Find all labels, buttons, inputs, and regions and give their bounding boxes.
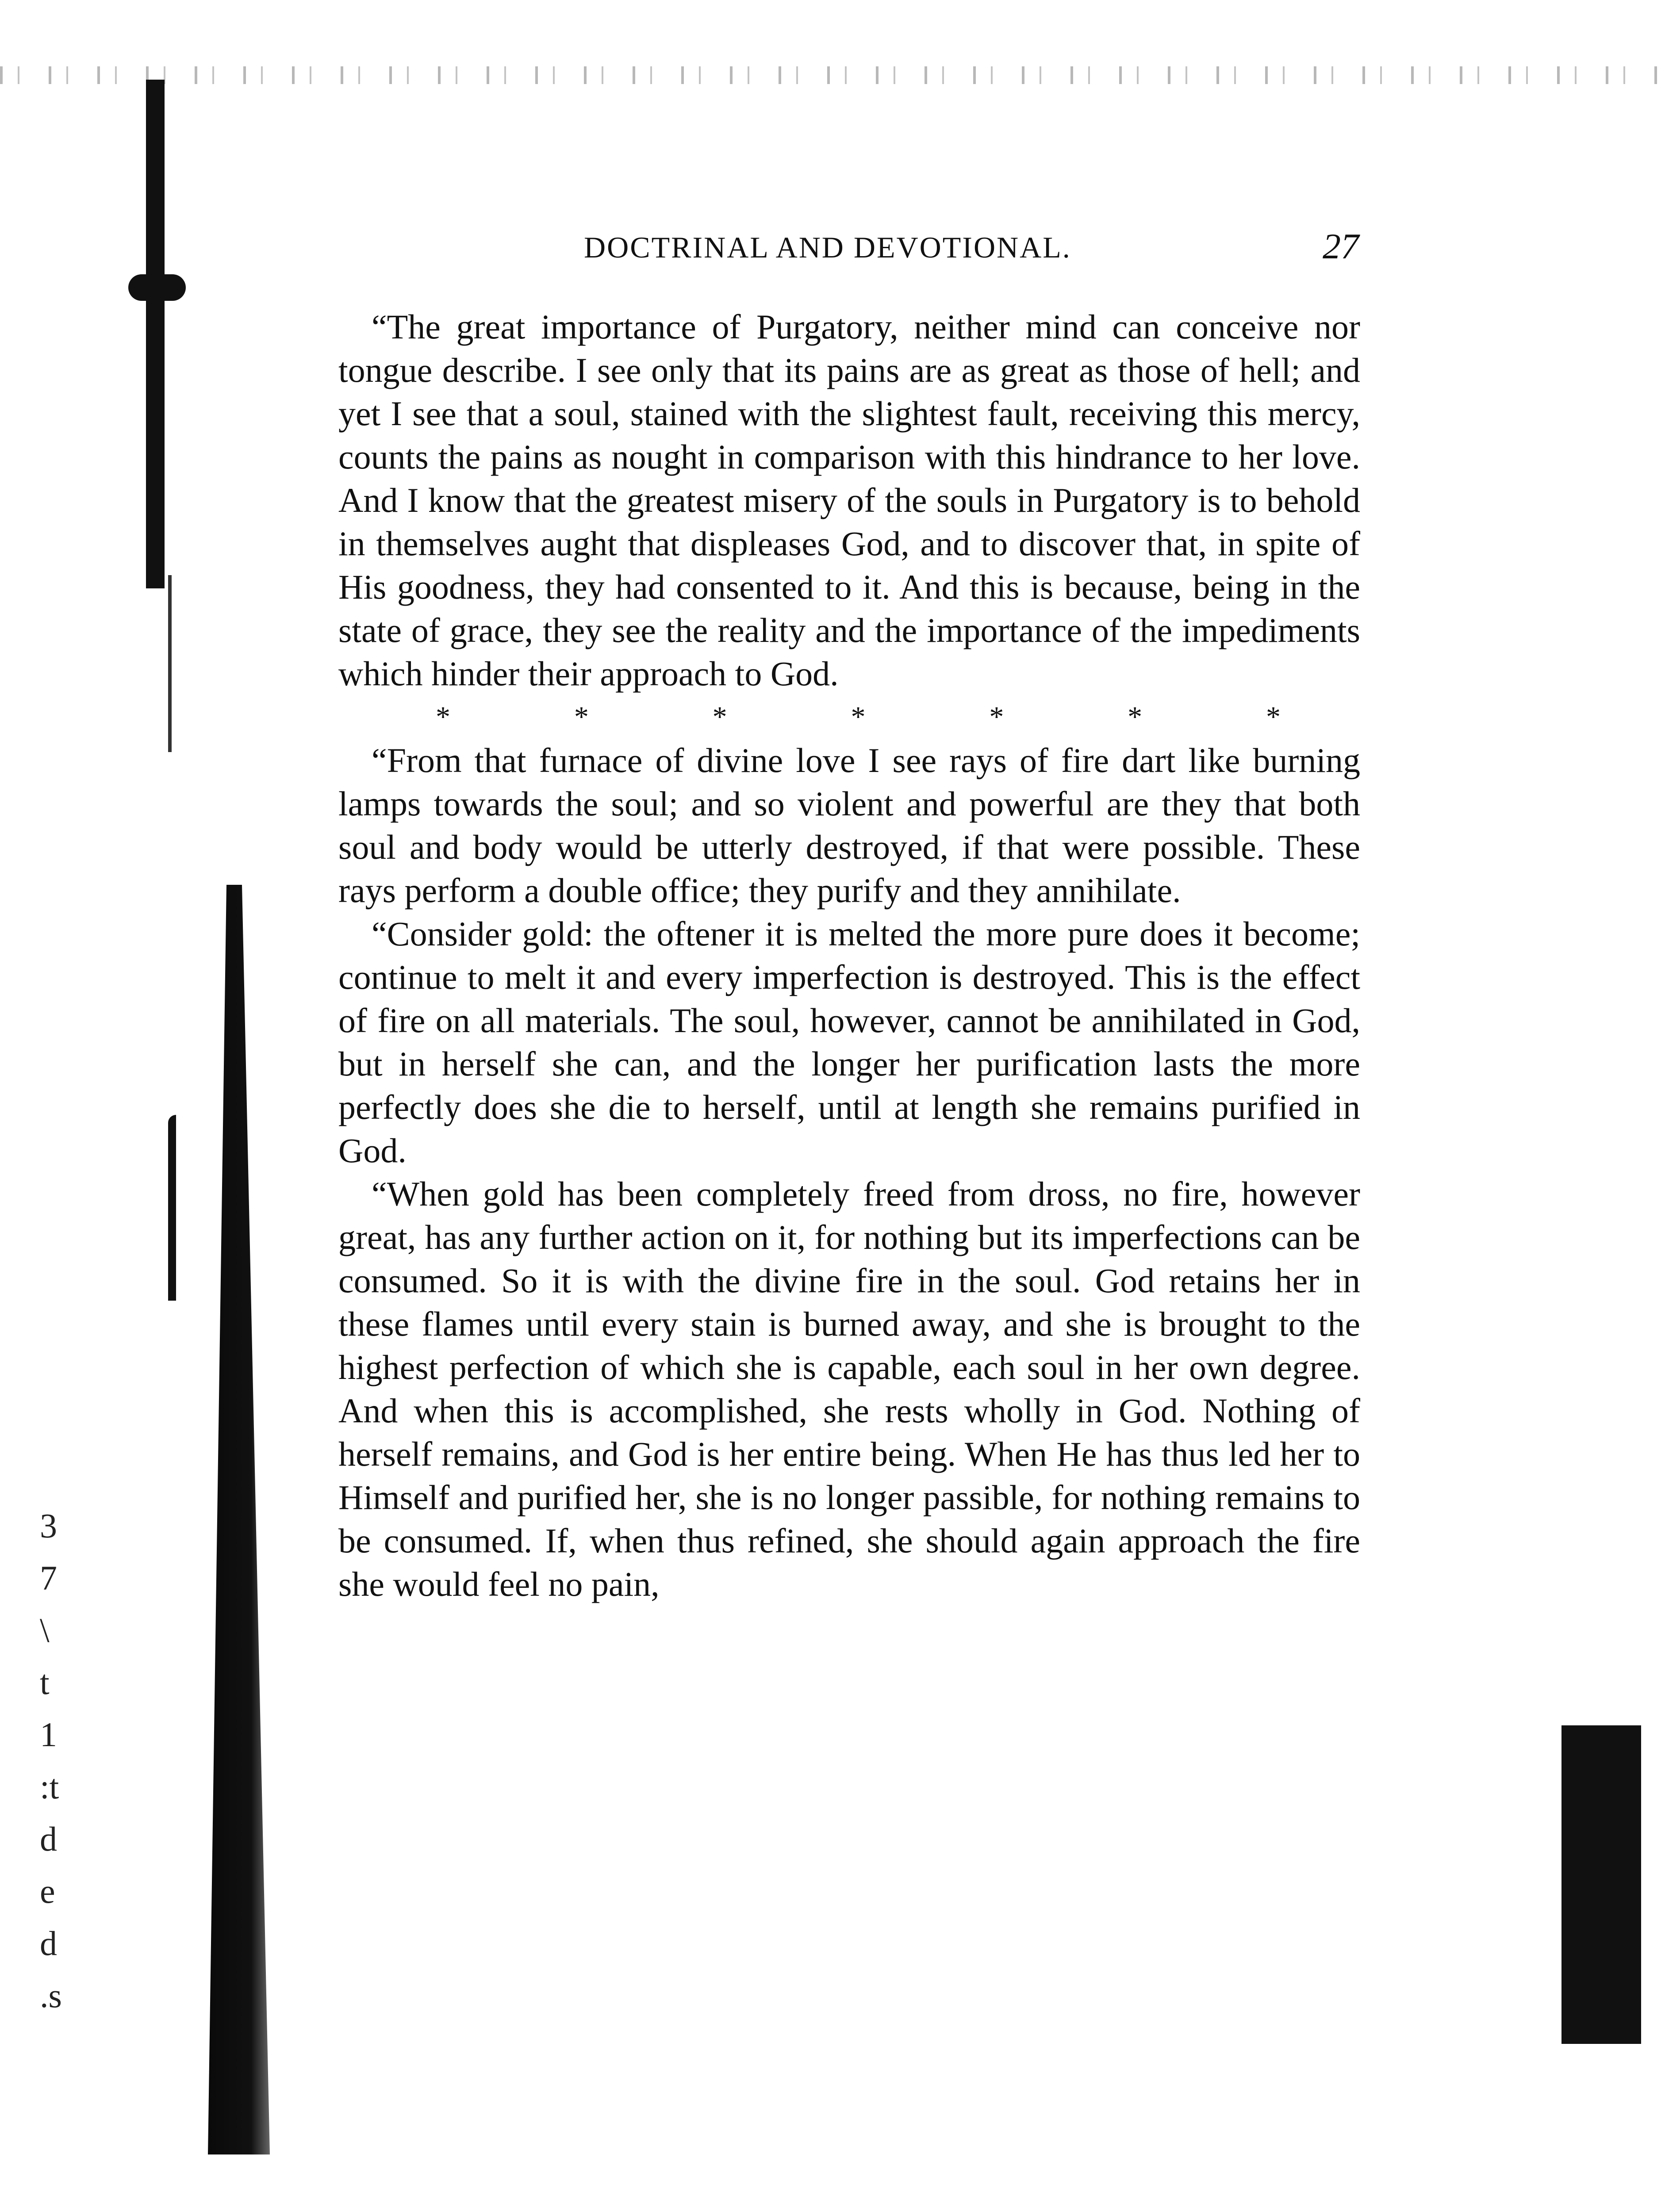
separator-asterisk: *: [1266, 701, 1281, 733]
margin-glyph: :t: [40, 1767, 59, 1806]
margin-glyph: e: [40, 1872, 55, 1910]
body-text: [338, 305, 1360, 1606]
separator-asterisk: *: [1128, 701, 1143, 733]
separator-asterisk: *: [574, 701, 589, 733]
paragraph: “Consider gold: the oftener it is melted the more pure does it become; continue to melt it and every imperfection is destroyed. This is the effect of fire on all materials. The soul, however, cannot be annihilated in God, but in herself she can, and the longer her purification lasts the more perfectly does she die to herself, until at length she remains purified in God.: [338, 914, 1360, 1170]
margin-glyph: \: [40, 1611, 50, 1649]
margin-glyph: 7: [40, 1559, 57, 1597]
separator-asterisk: *: [436, 701, 450, 733]
paragraph: “When gold has been completely freed from dross, no fire, however great, has any further action on it, for nothing but its imperfections can be consumed. So it is with the divine fire in the soul. God retains her in these flames until every stain is burned away, and she is brought to the highest perfection of which she is capable, each soul in her own degree. And when this is accomplished, she rests wholly in God. Nothing of herself remains, and God is her entire being. When He has thus led her to Himself and purified her, she is no longer passible, for nothing remains to be consumed. If, when thus refined, she should again approach the fire she would feel no pain,: [338, 1175, 1360, 1603]
margin-glyph: .s: [40, 1976, 62, 2015]
margin-glyph: d: [40, 1924, 57, 1962]
margin-glyph: d: [40, 1820, 57, 1858]
separator-asterisk: *: [989, 701, 1004, 733]
separator-asterisk: *: [851, 701, 866, 733]
binding-line: [168, 575, 172, 752]
binding-shadow-upper: [146, 80, 165, 588]
margin-glyph: 1: [40, 1715, 57, 1754]
scan-edge-block: [1561, 1725, 1641, 2044]
margin-glyph: t: [40, 1663, 50, 1701]
binding-hook-mark: [168, 1115, 176, 1301]
margin-glyph: 3: [40, 1506, 57, 1545]
section-separator: [338, 695, 1360, 739]
paragraph: “From that furnace of divine love I see rays of fire dart like burning lamps towards the soul; and so violent and powerful are they that both soul and body would be utterly destroyed, if that were possible. These rays perform a double office; they purify and they annihilate.: [338, 741, 1360, 910]
scan-noise-top: [0, 66, 1665, 84]
paragraph: “The great importance of Purgatory, neither mind can conceive nor tongue describe. I see only that its pains are as great as those of hell; and yet I see that a soul, stained with the slightest fault, receiving this mercy, counts the pains as nought in comparison with this hindrance to her love. And I know that the greatest misery of the souls in Purgatory is to behold in themselves aught that displeases God, and to discover that, in spite of His goodness, they had consented to it. And this is because, being in the state of grace, they see the reality and the importance of the impediments which hinder their approach to God.: [338, 307, 1360, 693]
binding-shadow-lower: [208, 885, 270, 2154]
facing-page-bleed: [40, 1500, 102, 2022]
separator-asterisk: *: [712, 701, 727, 733]
running-title: DOCTRINAL AND DEVOTIONAL.: [584, 230, 1071, 264]
page-number: 27: [1323, 226, 1359, 266]
binding-mark: [128, 274, 186, 301]
